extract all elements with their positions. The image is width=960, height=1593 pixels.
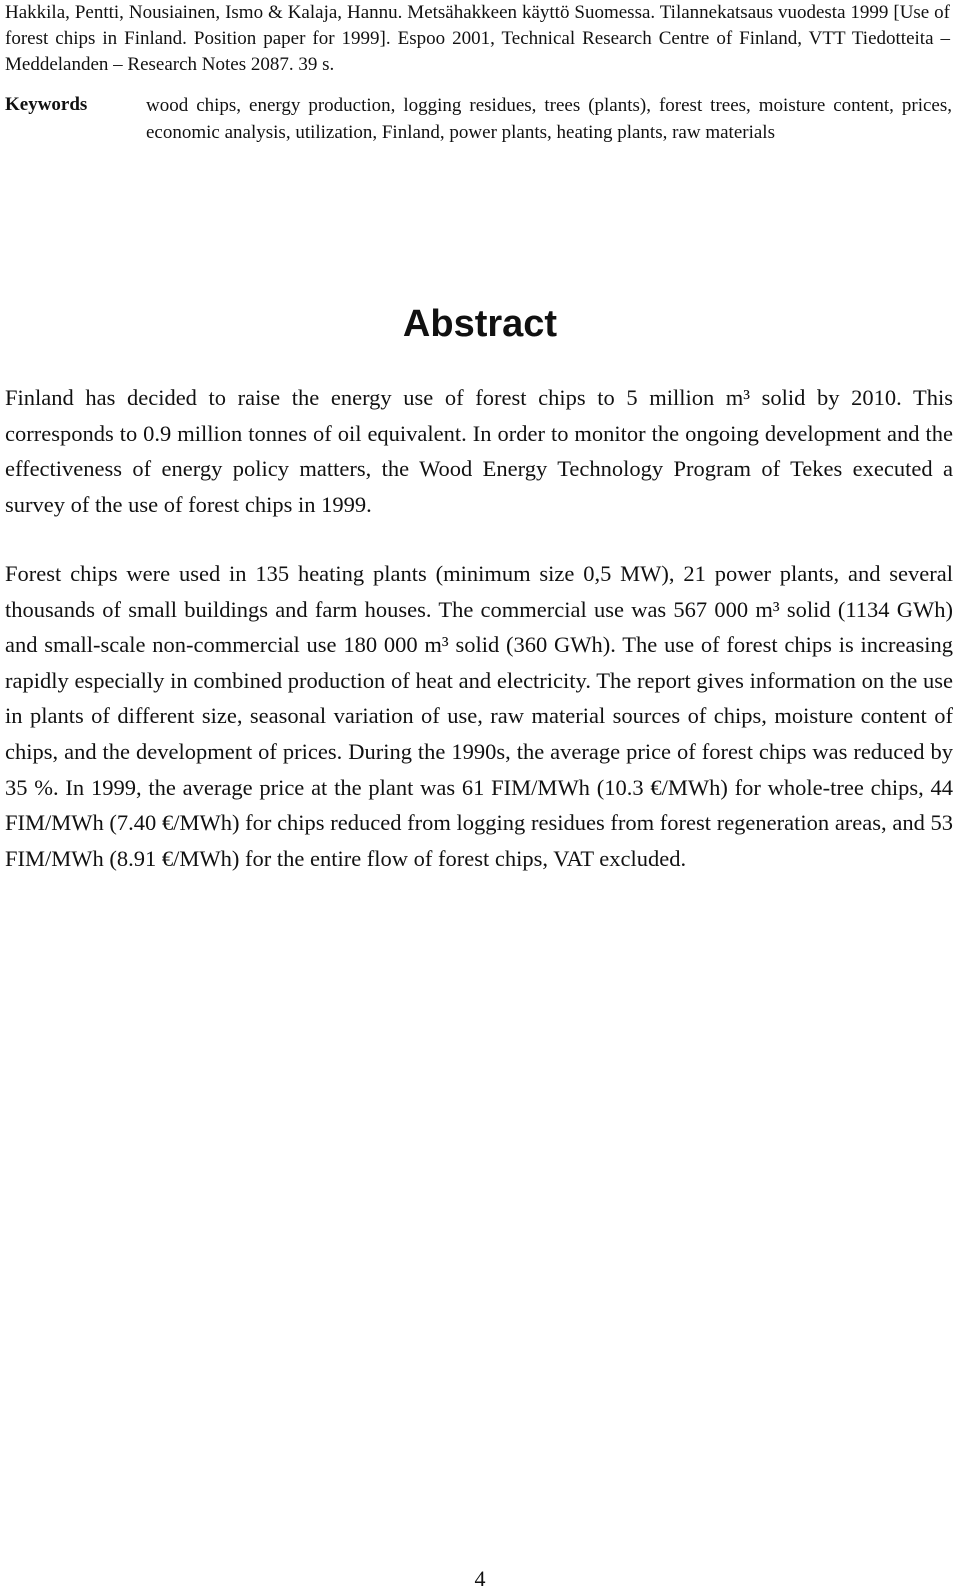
page-number: 4 bbox=[474, 1566, 486, 1591]
abstract-paragraph-1: Finland has decided to raise the energy use of forest chips to 5 million m³ solid by 2010. This corresponds to 0.9 million tonnes of oil equivalent. In order to monitor the ongoing development and the effectiveness of energy policy matters, the Wood Energy Technology Program of Tekes executed a survey of the use of forest chips in 1999. bbox=[5, 385, 953, 517]
abstract-heading: Abstract bbox=[402, 303, 558, 345]
keywords-text: wood chips, energy production, logging residues, trees (plants), forest trees, moisture content, prices, economic analysis, utilization, Finland, power plants, heating plants, raw materials bbox=[146, 95, 952, 143]
keywords-label: Keywords bbox=[5, 94, 88, 115]
abstract-paragraph-2: Forest chips were used in 135 heating plants (minimum size 0,5 MW), 21 power plants, and several thousands of small buildings and farm houses. The commercial use was 567 000 m³ solid (1134 GWh) and small-scale non-commercial use 180 000 m³ solid (360 GWh). The use of forest chips is increasing rapidly especially in combined production of heat and electricity. The report gives information on the use in plants of different size, seasonal variation of use, raw material sources of chips, moisture content of chips, and the development of prices. During the 1990s, the average price of forest chips was reduced by 35 %. In 1999, the average price at the plant was 61 FIM/MWh (10.3 €/MWh) for whole-tree chips, 44 FIM/MWh (7.40 €/MWh) for chips reduced from logging residues from forest regeneration areas, and 53 FIM/MWh (8.91 €/MWh) for the entire flow of forest chips, VAT excluded. bbox=[5, 561, 953, 871]
bibliographic-citation: Hakkila, Pentti, Nousiainen, Ismo & Kalaja, Hannu. Metsähakkeen käyttö Suomessa. Tilannekatsaus vuodesta 1999 [Use of forest chips in Finland. Position paper for 1999]. Espoo 2001, Technical Research Centre of Finland, VTT Tiedotteita – Meddelanden – Research Notes 2087. 39 s. bbox=[5, 2, 950, 75]
